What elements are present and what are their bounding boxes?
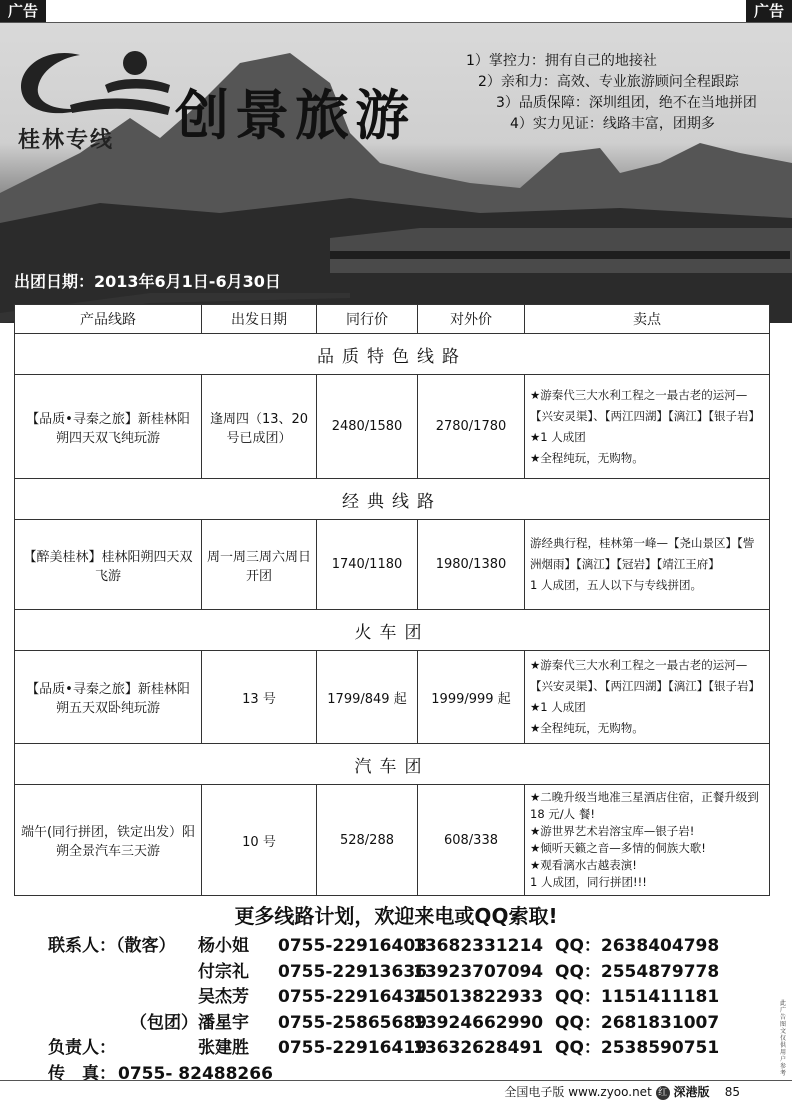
highlights-cell <box>525 520 770 610</box>
contact-qq: QQ：2554879778 <box>555 961 720 982</box>
highlights-cell <box>525 375 770 479</box>
highlight-line: ★全程纯玩，无购物。 <box>530 450 644 465</box>
contact-mobile: 13924662990 <box>413 1012 544 1033</box>
section-title: 品质特色线路 <box>15 334 770 375</box>
footer-badge-icon: 红 <box>656 1086 670 1100</box>
fax-number: 0755- 82488266 <box>118 1063 273 1084</box>
brand-name: 创景旅游 <box>175 83 415 147</box>
public-price-cell: 1999/999 起 <box>418 651 525 744</box>
table-header-row <box>15 305 770 334</box>
contact-name: 潘星宇 <box>198 1012 249 1033</box>
product-cell: 【品质•寻秦之旅】新桂林阳朔五天双卧纯玩游 <box>15 651 202 744</box>
contact-mobile: 15013822933 <box>413 987 544 1007</box>
contact-tel: 0755-22916403 <box>278 936 427 956</box>
highlight-line: 1 人成团，同行拼团!!! <box>530 875 647 889</box>
peer-price-cell: 528/288 <box>317 785 418 896</box>
contact-row <box>48 960 745 986</box>
selling-point: 2）亲和力：高效、专业旅游顾问全程跟踪 <box>478 74 739 90</box>
section-row <box>15 610 770 651</box>
route-table <box>14 304 770 896</box>
contact-qq: QQ：2538590751 <box>555 1038 720 1058</box>
contact-list <box>48 934 745 1087</box>
peer-price-cell: 2480/1580 <box>317 375 418 479</box>
highlight-line: ★游秦代三大水利工程之一最古老的运河— <box>530 387 748 402</box>
contact-tel: 0755-22916434 <box>278 987 427 1007</box>
side-note: 此广告图文仅供用户参考 <box>780 1000 787 1077</box>
table-row <box>15 375 770 479</box>
logo-text: 桂林专线 <box>18 128 115 153</box>
section-row <box>15 334 770 375</box>
contact-mobile: 13923707094 <box>413 961 544 982</box>
selling-points <box>466 51 757 135</box>
highlight-line: ★1 人成团 <box>530 429 586 444</box>
highlights-cell <box>525 651 770 744</box>
header-highlights: 卖点 <box>525 305 770 334</box>
date-cell: 10 号 <box>202 785 317 896</box>
contact-qq: QQ：2681831007 <box>555 1012 720 1033</box>
contact-label: 联系人：（散客） <box>48 936 176 956</box>
public-price-cell: 1980/1380 <box>418 520 525 610</box>
contact-row <box>48 934 745 960</box>
highlight-line: ★游秦代三大水利工程之一最古老的运河— <box>530 658 748 672</box>
date-cell: 周一周三周六周日开团 <box>202 520 317 610</box>
selling-point: 4）实力见证：线路丰富，团期多 <box>510 116 715 132</box>
contact-name: 杨小姐 <box>198 936 249 956</box>
contact-label: （包团） <box>130 1012 198 1033</box>
public-price-cell: 2780/1780 <box>418 375 525 479</box>
fax-label: 传 真： <box>48 1063 116 1084</box>
peer-price-cell: 1740/1180 <box>317 520 418 610</box>
contact-row <box>48 985 745 1011</box>
footer-site: www.zyoo.net <box>568 1085 652 1099</box>
contact-tel: 0755-22913636 <box>278 961 427 982</box>
contact-row <box>48 1011 745 1037</box>
section-title: 火车团 <box>15 610 770 651</box>
table-row <box>15 785 770 896</box>
section-row <box>15 479 770 520</box>
section-row <box>15 744 770 785</box>
ad-label-right: 广告 <box>746 0 792 22</box>
contact-name: 张建胜 <box>198 1038 249 1058</box>
peer-price-cell: 1799/849 起 <box>317 651 418 744</box>
date-cell: 逢周四（13、20号已成团） <box>202 375 317 479</box>
highlight-line: ★观看漓水古越表演! <box>530 858 637 872</box>
departure-dates: 出团日期：2013年6月1日-6月30日 <box>14 272 281 291</box>
highlight-line: ★倾听天籁之音—多情的侗族大歌! <box>530 841 706 855</box>
section-title: 经典线路 <box>15 479 770 520</box>
logo-icon <box>10 35 170 130</box>
header-date: 出发日期 <box>202 305 317 334</box>
product-cell: 端午(同行拼团，铁定出发）阳朔全景汽车三天游 <box>15 785 202 896</box>
contact-label <box>48 960 198 986</box>
footer-region: 深港版 <box>673 1085 710 1099</box>
highlight-line: ★游世界艺术岩溶宝库—银子岩! <box>530 824 695 838</box>
contact-label: 负责人： <box>48 1038 116 1058</box>
contact-name: 吴杰芳 <box>198 987 249 1007</box>
product-cell: 【品质•寻秦之旅】新桂林阳朔四天双飞纯玩游 <box>15 375 202 479</box>
highlight-line: ★1 人成团 <box>530 700 586 714</box>
contact-tel: 0755-25865689 <box>278 1012 427 1033</box>
header-public-price: 对外价 <box>418 305 525 334</box>
selling-point: 1）掌控力：拥有自己的地接社 <box>466 53 657 69</box>
contact-qq: QQ：1151411181 <box>555 987 720 1007</box>
section-title: 汽车团 <box>15 744 770 785</box>
selling-point: 3）品质保障：深圳组团，绝不在当地拼团 <box>496 95 757 111</box>
footer-edition: 全国电子版 <box>504 1085 565 1099</box>
product-cell: 【醉美桂林】桂林阳朔四天双飞游 <box>15 520 202 610</box>
highlights-cell <box>525 785 770 896</box>
contact-tel: 0755-22916419 <box>278 1038 427 1058</box>
page-number: 85 <box>724 1085 740 1099</box>
highlight-line: ★二晚升级当地准三星酒店住宿，正餐升级到18 元/人 餐! <box>530 790 759 821</box>
contact-row <box>48 1036 745 1062</box>
table-row <box>15 520 770 610</box>
highlight-line: 【兴安灵渠】、【两江四湖】【漓江】【银子岩】 <box>530 679 760 693</box>
table-row <box>15 651 770 744</box>
hero-banner <box>0 23 792 323</box>
ad-label-left: 广告 <box>0 0 46 22</box>
highlight-line: ★全程纯玩，无购物。 <box>530 721 644 735</box>
highlight-line: 游经典行程，桂林第一峰—【尧山景区】【訾洲烟雨】【漓江】【冠岩】【靖江王府】 <box>530 536 755 571</box>
contact-mobile: 13682331214 <box>413 936 544 956</box>
public-price-cell: 608/338 <box>418 785 525 896</box>
contact-mobile: 13632628491 <box>413 1038 544 1058</box>
highlight-line: 1 人成团，五人以下与专线拼团。 <box>530 578 702 592</box>
header-product: 产品线路 <box>15 305 202 334</box>
date-cell: 13 号 <box>202 651 317 744</box>
contact-name: 付宗礼 <box>198 961 249 982</box>
header-peer-price: 同行价 <box>317 305 418 334</box>
contact-qq: QQ：2638404798 <box>555 936 720 956</box>
highlight-line: 【兴安灵渠】、【两江四湖】【漓江】【银子岩】 <box>530 408 760 423</box>
more-routes-banner: 更多线路计划，欢迎来电或QQ索取! <box>234 904 558 928</box>
footer-text <box>504 1083 740 1100</box>
contact-label <box>48 985 198 1011</box>
